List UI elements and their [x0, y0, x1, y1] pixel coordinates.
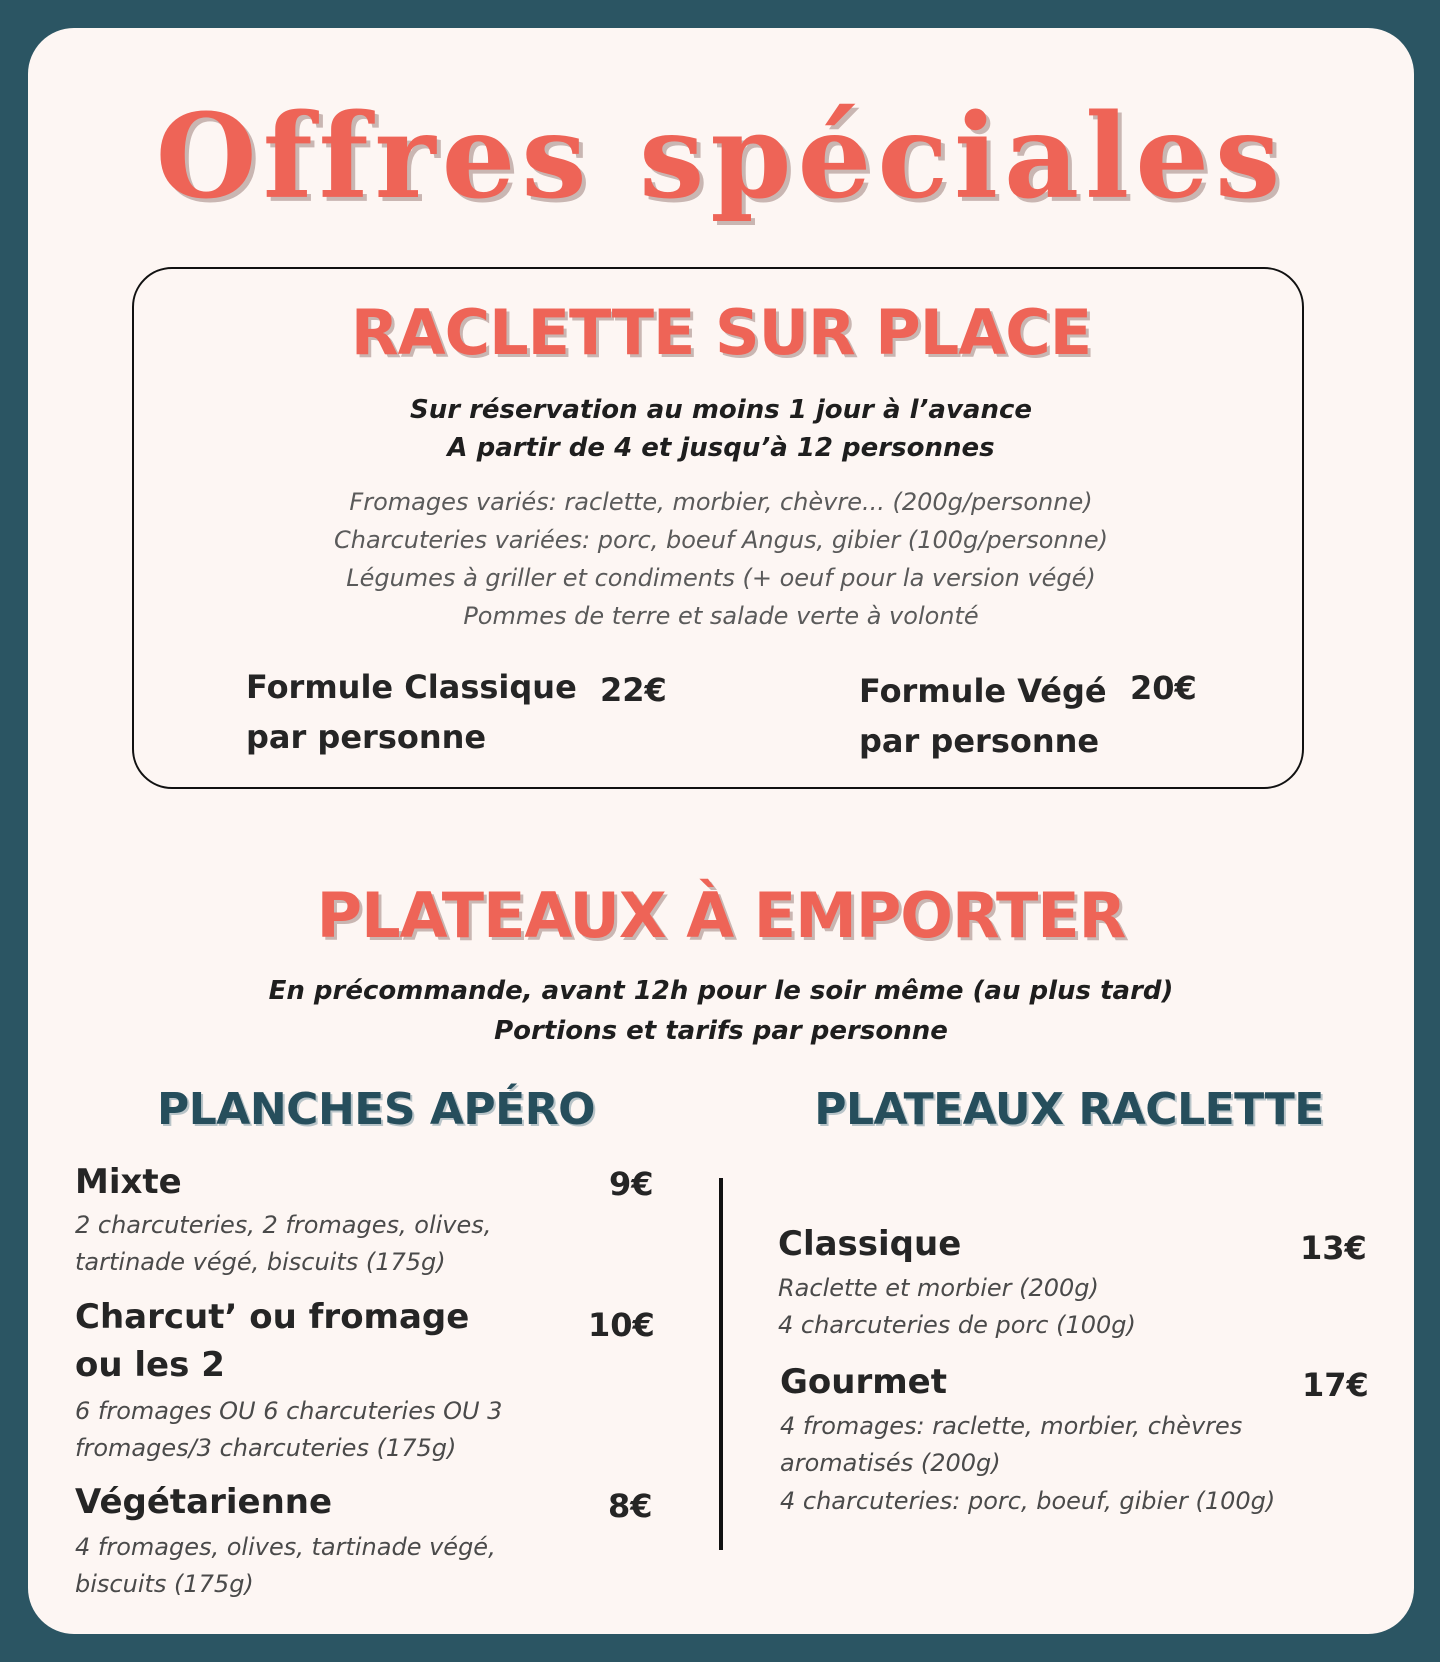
item-gourmet-desc-1: 4 fromages: raclette, morbier, chèvres: [780, 1412, 1243, 1440]
item-vegetarienne-name: Végétarienne: [75, 1482, 333, 1522]
item-mixte-desc-1: 2 charcuteries, 2 fromages, olives,: [75, 1211, 492, 1239]
emporter-subtitle-line-1: En précommande, avant 12h pour le soir même (au plus tard): [268, 976, 1174, 1006]
raclette-detail-4: Pommes de terre et salade verte à volonté: [463, 602, 979, 630]
formula-vege-unit: par personne: [859, 722, 1100, 760]
emporter-subtitle-line-2: Portions et tarifs par personne: [494, 1016, 948, 1046]
menu-card: [28, 28, 1414, 1634]
item-vegetarienne-desc-2: biscuits (175g): [75, 1570, 254, 1598]
item-vegetarienne-desc-1: 4 fromages, olives, tartinade végé,: [75, 1533, 496, 1561]
item-classique-name: Classique: [778, 1224, 962, 1264]
raclette-detail-2: Charcuteries variées: porc, boeuf Angus, gibier (100g/personne): [334, 526, 1108, 554]
item-classique-price: 13€: [1300, 1229, 1367, 1267]
formula-classique-name: Formule Classique: [246, 668, 577, 706]
item-charcut-name-1: Charcut’ ou fromage: [75, 1297, 470, 1337]
raclette-detail-1: Fromages variés: raclette, morbier, chèvre... (200g/personne): [349, 488, 1093, 516]
plateaux-raclette-title: PLATEAUX RACLETTE: [814, 1084, 1324, 1135]
item-mixte-name: Mixte: [75, 1162, 182, 1202]
column-divider: [719, 1178, 723, 1550]
plateaux-a-emporter-title: PLATEAUX À EMPORTER: [316, 879, 1126, 952]
item-mixte-desc-2: tartinade végé, biscuits (175g): [75, 1248, 446, 1276]
item-classique-desc-1: Raclette et morbier (200g): [778, 1274, 1099, 1302]
item-classique-desc-2: 4 charcuteries de porc (100g): [778, 1311, 1136, 1339]
raclette-subtitle-line-2: A partir de 4 et jusqu’à 12 personnes: [447, 433, 995, 463]
formula-classique-unit: par personne: [246, 718, 487, 756]
item-mixte-price: 9€: [609, 1165, 654, 1203]
planches-apero-title: PLANCHES APÉRO: [157, 1084, 595, 1135]
item-charcut-price: 10€: [588, 1306, 655, 1344]
formula-vege-price: 20€: [1130, 669, 1197, 707]
formula-classique-price: 22€: [600, 671, 667, 709]
item-vegetarienne-price: 8€: [608, 1487, 653, 1525]
item-charcut-name-2: ou les 2: [75, 1345, 225, 1385]
raclette-subtitle-line-1: Sur réservation au moins 1 jour à l’avance: [409, 395, 1033, 425]
page-title: Offres spéciales: [155, 89, 1287, 225]
item-gourmet-name: Gourmet: [780, 1362, 947, 1402]
raclette-sur-place-title: RACLETTE SUR PLACE: [350, 296, 1092, 369]
raclette-detail-3: Légumes à griller et condiments (+ oeuf pour la version végé): [346, 564, 1096, 592]
item-gourmet-desc-3: 4 charcuteries: porc, boeuf, gibier (100g): [780, 1487, 1276, 1515]
formula-vege-name: Formule Végé: [859, 672, 1107, 710]
item-gourmet-price: 17€: [1302, 1366, 1369, 1404]
item-charcut-desc-1: 6 fromages OU 6 charcuteries OU 3: [75, 1397, 503, 1425]
item-charcut-desc-2: fromages/3 charcuteries (175g): [75, 1434, 457, 1462]
item-gourmet-desc-2: aromatisés (200g): [780, 1449, 1001, 1477]
